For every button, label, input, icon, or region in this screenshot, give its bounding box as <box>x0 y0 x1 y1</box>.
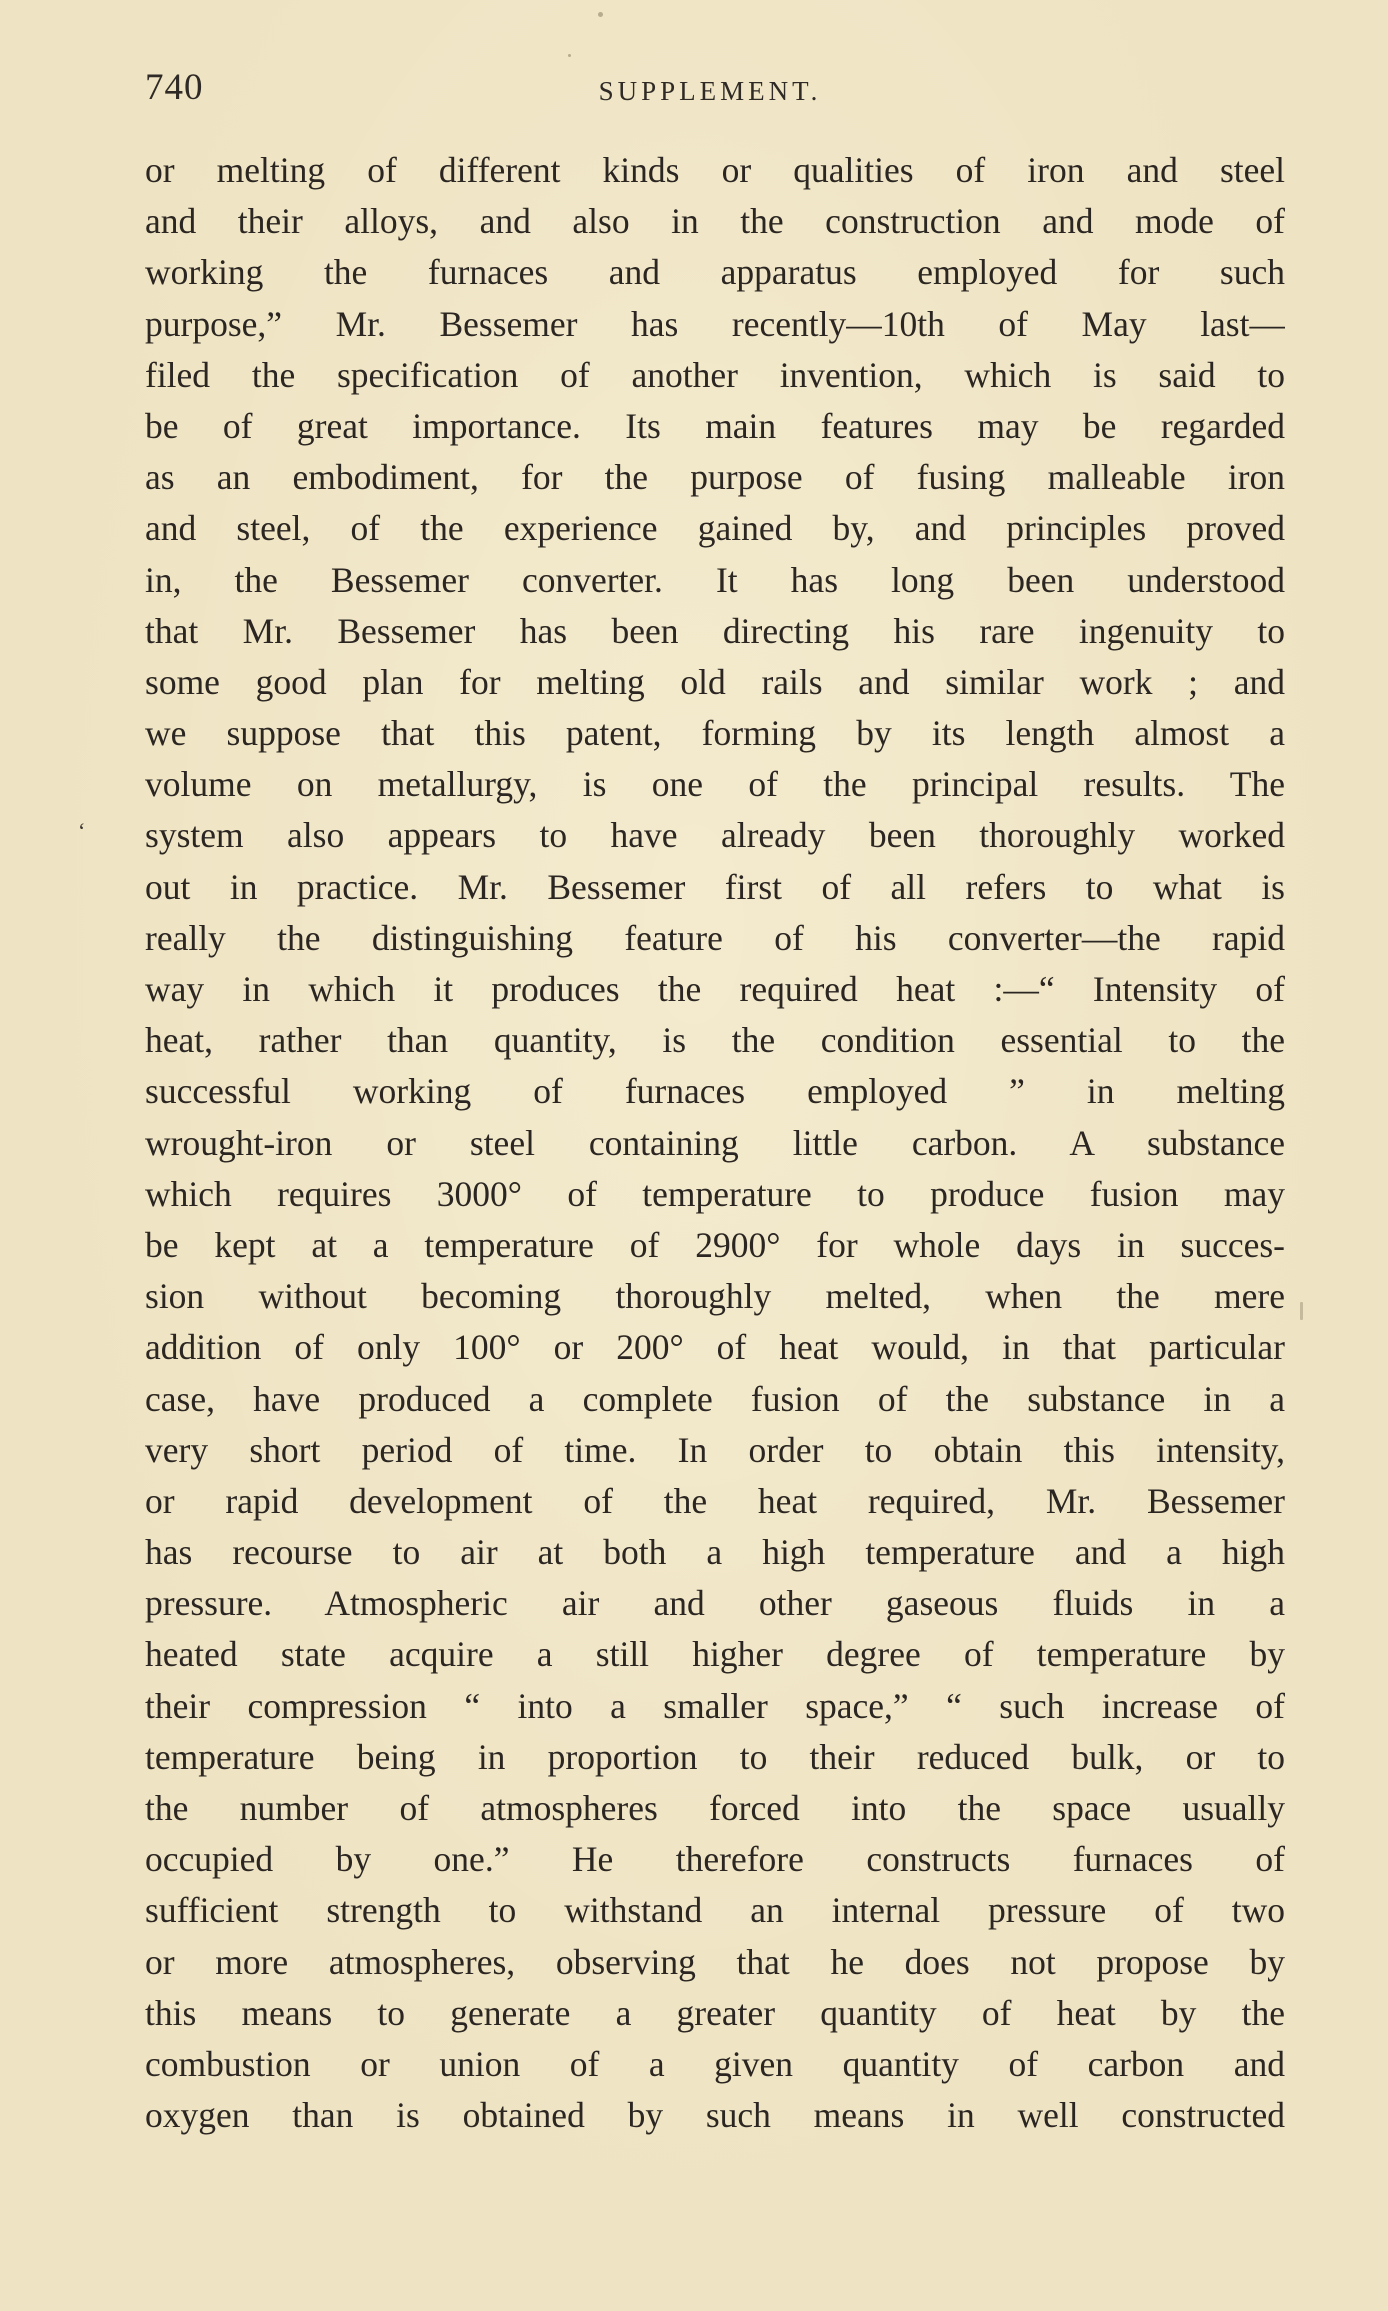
text-line: or more atmospheres, observing that he does not propose by <box>145 1941 1285 1982</box>
text-line: as an embodiment, for the purpose of fusing malleable iron <box>145 457 1285 498</box>
text-line: really the distinguishing feature of his converter—the rapid <box>145 917 1285 958</box>
text-line: temperature being in proportion to their reduced bulk, or to <box>145 1736 1285 1777</box>
text-line: volume on metallurgy, is one of the principal results. The <box>145 764 1285 805</box>
ink-speck <box>1300 1302 1303 1320</box>
body-text <box>145 145 1285 2141</box>
text-line: filed the specification of another invention, which is said to <box>145 354 1285 395</box>
running-title: SUPPLEMENT. <box>598 76 822 106</box>
text-line: this means to generate a greater quantity of heat by the <box>145 1992 1285 2033</box>
text-line: oxygen than is obtained by such means in well constructed <box>145 2095 1285 2136</box>
text-line: that Mr. Bessemer has been directing his rare ingenuity to <box>145 610 1285 651</box>
text-line: and steel, of the experience gained by, and principles proved <box>145 508 1285 549</box>
text-line: occupied by one.” He therefore constructs furnaces of <box>145 1839 1285 1880</box>
text-line: in, the Bessemer converter. It has long been understood <box>145 559 1285 600</box>
ink-speck <box>598 12 603 17</box>
text-line: successful working of furnaces employed ” in melting <box>145 1071 1285 1112</box>
text-line: working the furnaces and apparatus employed for such <box>145 252 1285 293</box>
page-number: 740 <box>145 67 204 108</box>
text-line: sufficient strength to withstand an internal pressure of two <box>145 1890 1285 1931</box>
text-line: their compression “ into a smaller space,” “ such increase of <box>145 1685 1285 1726</box>
text-line: has recourse to air at both a high temperature and a high <box>145 1532 1285 1573</box>
running-head <box>145 66 1275 116</box>
text-line: addition of only 100° or 200° of heat would, in that particular <box>145 1327 1285 1368</box>
text-line: pressure. Atmospheric air and other gaseous fluids in a <box>145 1583 1285 1624</box>
text-line: or melting of different kinds or qualities of iron and steel <box>145 150 1285 190</box>
text-line: system also appears to have already been thoroughly worked <box>145 815 1285 856</box>
text-line: we suppose that this patent, forming by its length almost a <box>145 713 1285 754</box>
text-line: purpose,” Mr. Bessemer has recently—10th of May last— <box>145 303 1285 344</box>
ink-speck <box>568 54 571 57</box>
text-line: out in practice. Mr. Bessemer first of all refers to what is <box>145 866 1285 907</box>
text-line: case, have produced a complete fusion of the substance in a <box>145 1378 1285 1419</box>
text-line: be of great importance. Its main features may be regarded <box>145 405 1285 446</box>
text-line: the number of atmospheres forced into the space usually <box>145 1788 1285 1828</box>
text-line: be kept at a temperature of 2900° for whole days in succes- <box>145 1224 1285 1265</box>
text-line: way in which it produces the required heat :—“ Intensity of <box>145 969 1285 1009</box>
text-line: which requires 3000° of temperature to produce fusion may <box>145 1173 1285 1214</box>
margin-mark: ‘ <box>78 818 86 843</box>
text-line: very short period of time. In order to obtain this intensity, <box>145 1429 1285 1470</box>
text-line: some good plan for melting old rails and similar work ; and <box>145 661 1285 702</box>
text-line: or rapid development of the heat required, Mr. Bessemer <box>145 1480 1285 1521</box>
text-line: heated state acquire a still higher degree of temperature by <box>145 1634 1285 1675</box>
text-line: wrought-iron or steel containing little carbon. A substance <box>145 1122 1285 1163</box>
text-line: combustion or union of a given quantity of carbon and <box>145 2043 1285 2084</box>
text-line: sion without becoming thoroughly melted, when the mere <box>145 1276 1285 1317</box>
text-line: and their alloys, and also in the construction and mode of <box>145 201 1285 242</box>
text-line: heat, rather than quantity, is the condition essential to the <box>145 1020 1285 1061</box>
